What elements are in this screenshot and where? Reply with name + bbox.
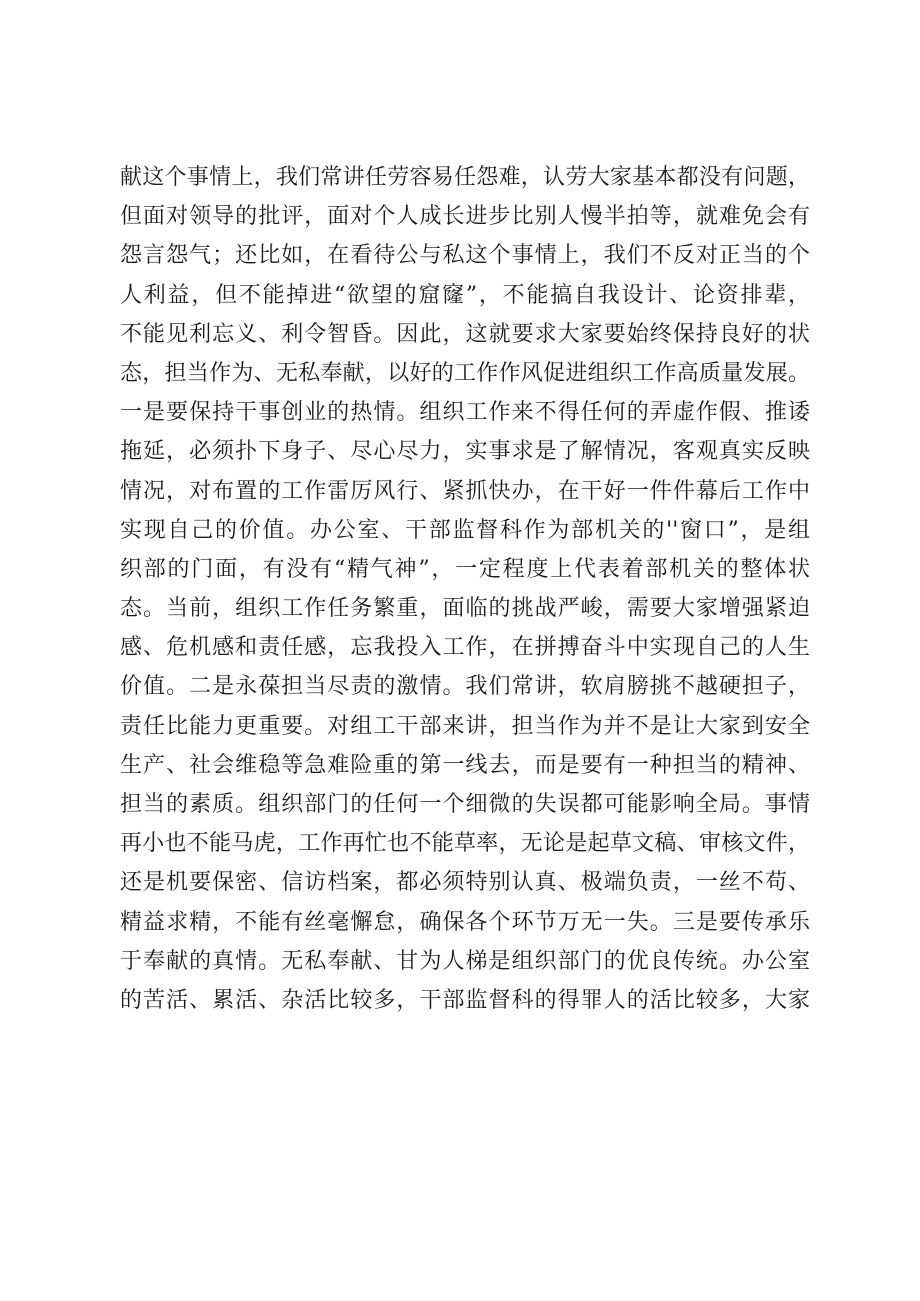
text-line: 于奉献的真情。无私奉献、甘为人梯是组织部门的优良传统。办公室: [120, 948, 810, 974]
text-line: 再小也不能马虎，工作再忙也不能草率，无论是起草文稿、审核文件，: [120, 831, 810, 857]
text-line: 态。当前，组织工作任务繁重，面临的挑战严峻，需要大家增强紧迫: [120, 596, 810, 622]
text-line: 织部的门面，有没有“精气神”，一定程度上代表着部机关的整体状: [120, 556, 810, 582]
text-line: 情况，对布置的工作雷厉风行、紧抓快办，在干好一件件幕后工作中: [120, 478, 810, 504]
text-line: 怨言怨气；还比如，在看待公与私这个事情上，我们不反对正当的个: [120, 243, 810, 269]
text-line: 担当的素质。组织部门的任何一个细微的失误都可能影响全局。事情: [120, 792, 810, 817]
body-text: [120, 158, 810, 1020]
text-line: 的苦活、累活、杂活比较多，干部监督科的得罪人的活比较多，大家: [120, 987, 810, 1013]
text-line: 但面对领导的批评，面对个人成长进步比别人慢半拍等，就难免会有: [120, 204, 810, 230]
text-line: 献这个事情上，我们常讲任劳容易任怨难，认劳大家基本都没有问题，: [120, 165, 810, 190]
text-line: 拖延，必须扑下身子、尽心尽力，实事求是了解情况，客观真实反映: [120, 439, 810, 465]
text-line: 态，担当作为、无私奉献，以好的工作作风促进组织工作高质量发展。: [120, 360, 810, 386]
text-line: 感、危机感和责任感，忘我投入工作，在拼搏奋斗中实现自己的人生: [120, 635, 810, 661]
text-line: 价值。二是永葆担当尽责的激情。我们常讲，软肩膀挑不越硬担子，: [120, 674, 810, 700]
text-line: 精益求精，不能有丝毫懈怠，确保各个环节万无一失。三是要传承乐: [120, 909, 810, 935]
text-line: 人利益，但不能掉进“欲望的窟窿”，不能搞自我设计、论资排辈，: [120, 282, 810, 308]
text-line: 还是机要保密、信访档案，都必须特别认真、极端负责，一丝不苟、: [120, 870, 810, 896]
text-line: 生产、社会维稳等急难险重的第一线去，而是要有一种担当的精神、: [120, 752, 810, 778]
text-line: 实现自己的价值。办公室、干部监督科作为部机关的''窗口”，是组: [120, 517, 810, 543]
text-line: 一是要保持干事创业的热情。组织工作来不得任何的弄虚作假、推诿: [120, 400, 810, 426]
text-line: 不能见利忘义、利令智昏。因此，这就要求大家要始终保持良好的状: [120, 321, 810, 347]
text-line: 责任比能力更重要。对组工干部来讲，担当作为并不是让大家到安全: [120, 713, 810, 739]
